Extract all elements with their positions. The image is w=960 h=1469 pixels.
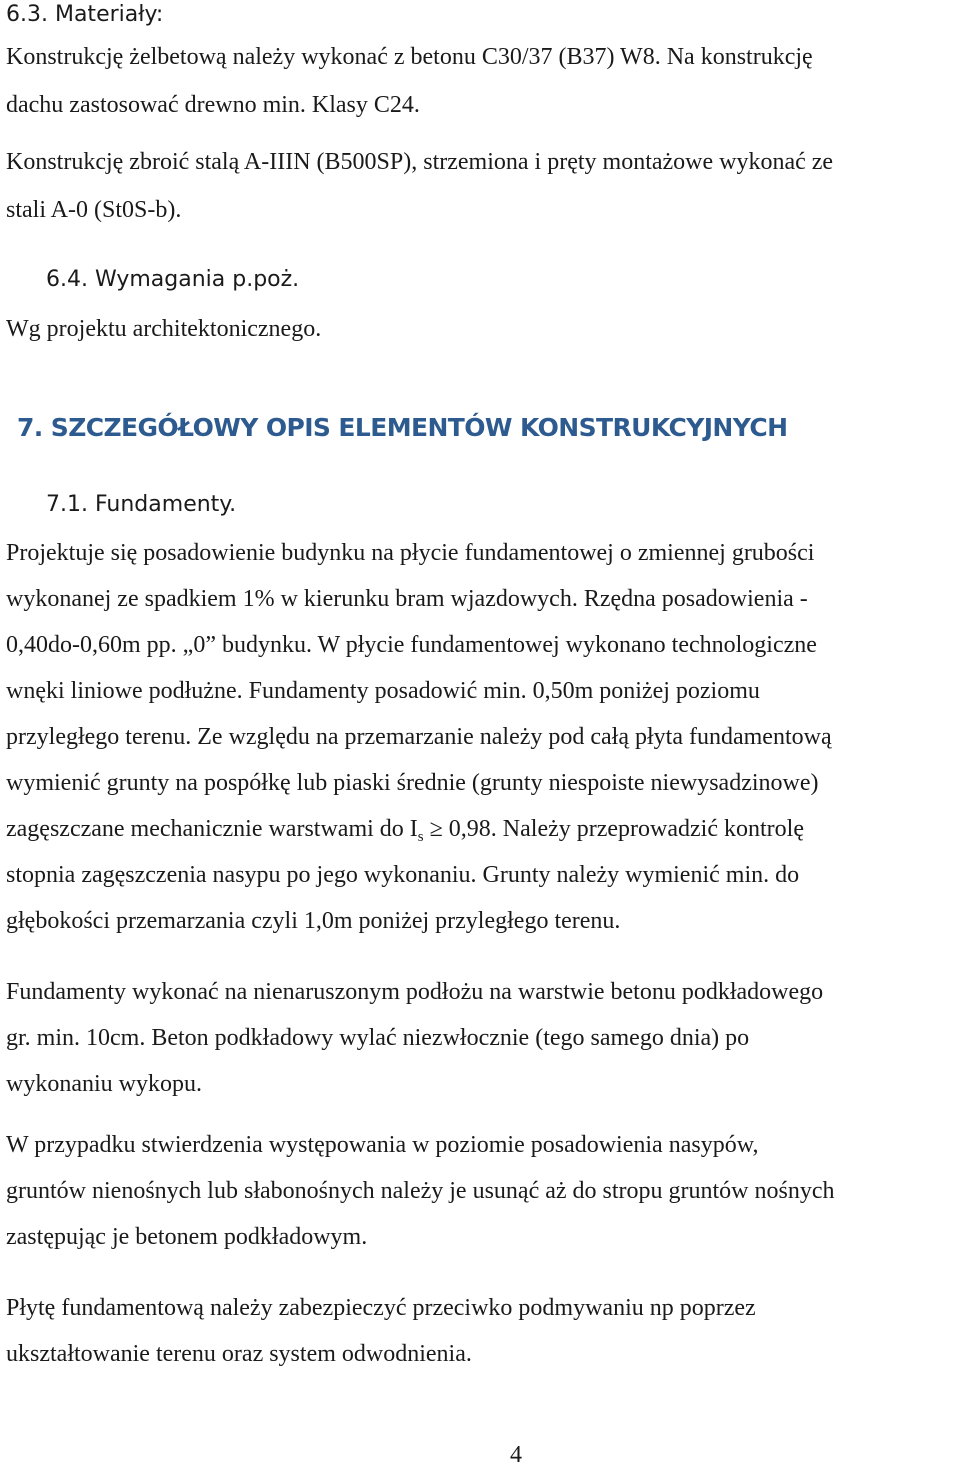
paragraph-slab-protection xyxy=(6,1291,958,1383)
text-line: dachu zastosować drewno min. Klasy C24. xyxy=(6,92,420,118)
text-line: wykonaniu wykopu. xyxy=(6,1071,202,1097)
paragraph-fire-requirements: Wg projektu architektonicznego. xyxy=(6,316,322,342)
section-heading-6-3: 6.3. Materiały: xyxy=(6,2,164,27)
chapter-heading-7: 7. SZCZEGÓŁOWY OPIS ELEMENTÓW KONSTRUKCYJNYCH xyxy=(17,413,788,442)
paragraph-materials-steel xyxy=(6,145,958,241)
text-line: wykonanej ze spadkiem 1% w kierunku bram wjazdowych. Rzędna posadowienia - xyxy=(6,586,808,612)
paragraph-materials-concrete xyxy=(6,40,958,136)
text-line: stali A-0 (St0S-b). xyxy=(6,197,182,223)
text-line-compaction xyxy=(6,812,958,858)
text-line: zastępując je betonem podkładowym. xyxy=(6,1224,368,1250)
text-line: głębokości przemarzania czyli 1,0m poniżej przyległego terenu. xyxy=(6,908,621,934)
text-line: przyległego terenu. Ze względu na przemarzanie należy pod całą płyta fundamentową xyxy=(6,724,832,750)
paragraph-foundation-design xyxy=(6,536,958,950)
paragraph-foundation-base xyxy=(6,975,958,1113)
text-line: wnęki liniowe podłużne. Fundamenty posadowić min. 0,50m poniżej poziomu xyxy=(6,678,760,704)
text-line: Konstrukcję żelbetową należy wykonać z betonu C30/37 (B37) W8. Na konstrukcję xyxy=(6,44,813,70)
text-line: stopnia zagęszczenia nasypu po jego wykonaniu. Grunty należy wymienić min. do xyxy=(6,862,800,888)
subscript: s xyxy=(417,829,424,845)
section-heading-7-1: 7.1. Fundamenty. xyxy=(46,492,237,517)
text-line: wymienić grunty na pospółkę lub piaski średnie (grunty niespoiste niewysadzinowe) xyxy=(6,770,819,796)
text-line: Płytę fundamentową należy zabezpieczyć przeciwko podmywaniu np poprzez xyxy=(6,1295,756,1321)
text-fragment: zagęszczane mechanicznie warstwami do I xyxy=(6,816,418,842)
text-line: gruntów nienośnych lub słabonośnych należy je usunąć aż do stropu gruntów nośnych xyxy=(6,1178,835,1204)
page-number: 4 xyxy=(510,1442,522,1468)
text-fragment: ≥ 0,98. Należy przeprowadzić kontrolę xyxy=(423,816,804,842)
section-heading-6-4: 6.4. Wymagania p.poż. xyxy=(46,267,300,292)
text-line: gr. min. 10cm. Beton podkładowy wylać niezwłocznie (tego samego dnia) po xyxy=(6,1025,750,1051)
paragraph-weak-soils xyxy=(6,1128,958,1266)
text-line: Fundamenty wykonać na nienaruszonym podłożu na warstwie betonu podkładowego xyxy=(6,979,824,1005)
text-line: ukształtowanie terenu oraz system odwodnienia. xyxy=(6,1341,472,1367)
text-line: Konstrukcję zbroić stalą A-IIIN (B500SP), strzemiona i pręty montażowe wykonać ze xyxy=(6,149,834,175)
text-line: Projektuje się posadowienie budynku na płycie fundamentowej o zmiennej grubości xyxy=(6,540,815,566)
text-line: 0,40do-0,60m pp. „0” budynku. W płycie fundamentowej wykonano technologiczne xyxy=(6,632,817,658)
text-line: W przypadku stwierdzenia występowania w poziomie posadowienia nasypów, xyxy=(6,1132,759,1158)
